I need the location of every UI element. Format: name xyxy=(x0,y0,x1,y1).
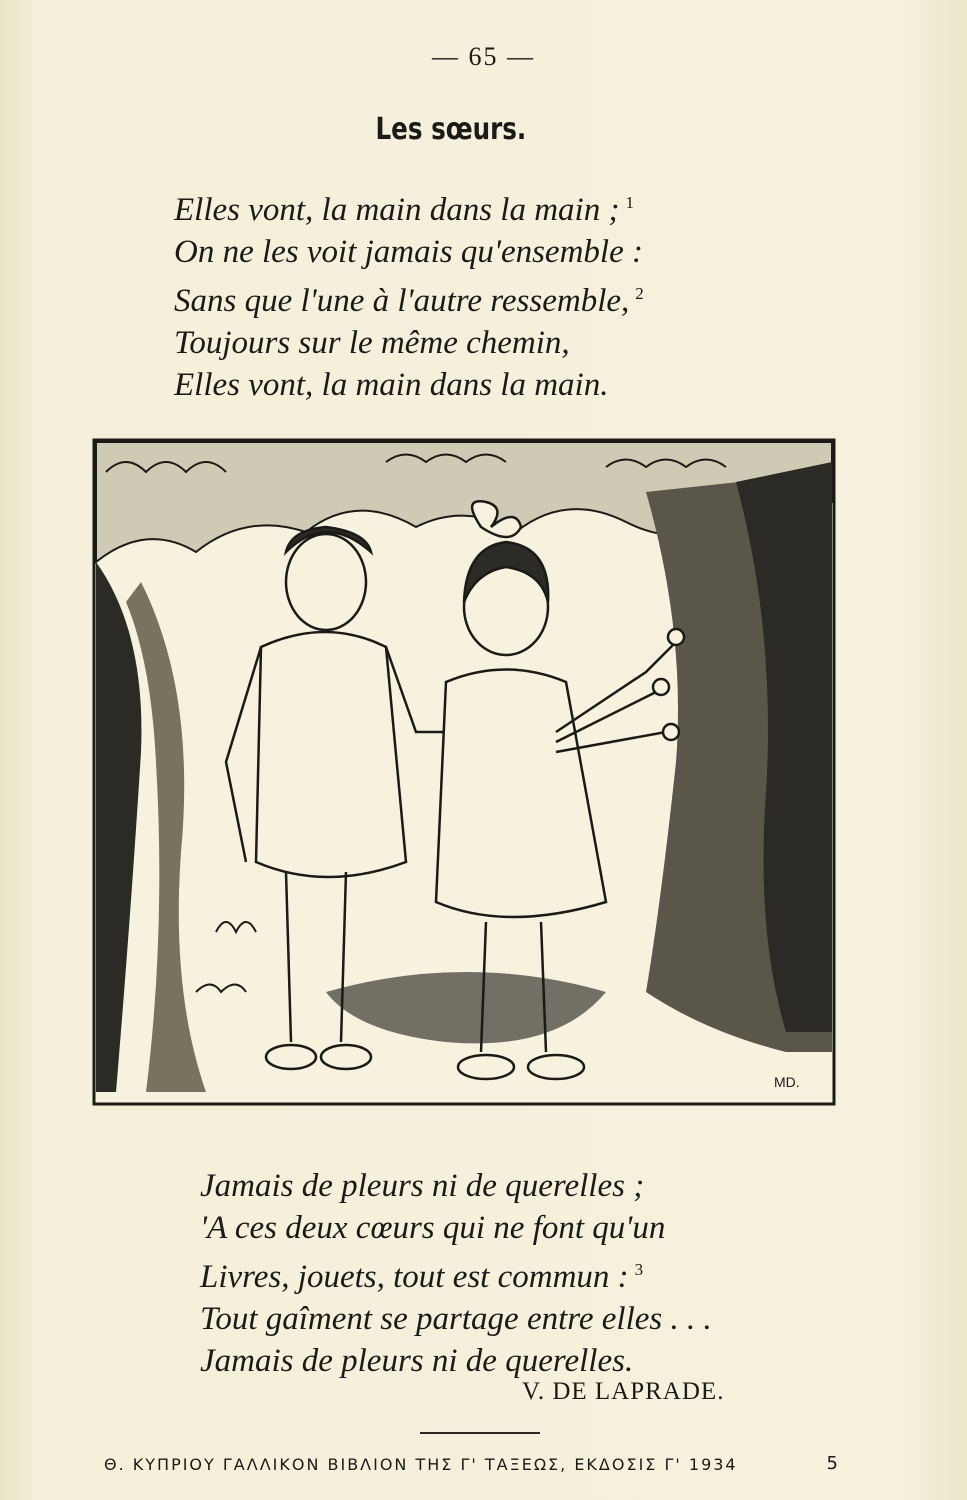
line-text: Livres, jouets, tout est commun : xyxy=(200,1259,629,1295)
stanza-1-line-4: Toujours sur le même chemin, xyxy=(174,325,570,361)
stanza-1 xyxy=(174,182,644,406)
stanza-2-line-2: 'A ces deux cœurs qui ne font qu'un xyxy=(200,1210,666,1246)
poem-title: Les sœurs. xyxy=(375,112,527,147)
illustrator-signature: MD. xyxy=(774,1074,800,1090)
poem-author: V. DE LAPRADE. xyxy=(522,1378,725,1405)
stanza-1-line-5: Elles vont, la main dans la main. xyxy=(174,367,609,403)
stanza-1-line-2: On ne les voit jamais qu'ensemble : xyxy=(174,234,643,270)
stanza-2-line-4: Tout gaîment se partage entre elles . . . xyxy=(200,1301,712,1337)
page-number: — 65 — xyxy=(432,42,535,71)
stanza-2 xyxy=(200,1165,712,1382)
footnote-marker-1: 1 xyxy=(625,193,634,212)
stanza-1-line-3 xyxy=(174,273,644,322)
stanza-2-line-3 xyxy=(200,1249,712,1298)
footnote-marker-2: 2 xyxy=(635,284,644,303)
signature-mark: 5 xyxy=(826,1453,840,1474)
footnote-marker-3: 3 xyxy=(634,1260,644,1279)
stanza-2-line-1: Jamais de pleurs ni de querelles ; xyxy=(200,1168,645,1204)
illustration-two-sisters xyxy=(86,432,842,1112)
divider-rule xyxy=(420,1432,540,1434)
line-text: Elles vont, la main dans la main ; xyxy=(174,192,620,228)
stanza-2-line-5: Jamais de pleurs ni de querelles. xyxy=(200,1343,634,1379)
stanza-1-line-1 xyxy=(174,182,644,231)
line-text: Sans que l'une à l'autre ressemble, xyxy=(174,283,630,319)
footer-credit: Θ. ΚΥΠΡΙΟΥ ΓΑΛΛΙΚΟΝ ΒΙΒΛΙΟΝ ΤΗΣ Γ' ΤΑΞΕΩΣ, ΕΚΔΟΣΙΣ Γ' 1934 xyxy=(104,1455,738,1474)
